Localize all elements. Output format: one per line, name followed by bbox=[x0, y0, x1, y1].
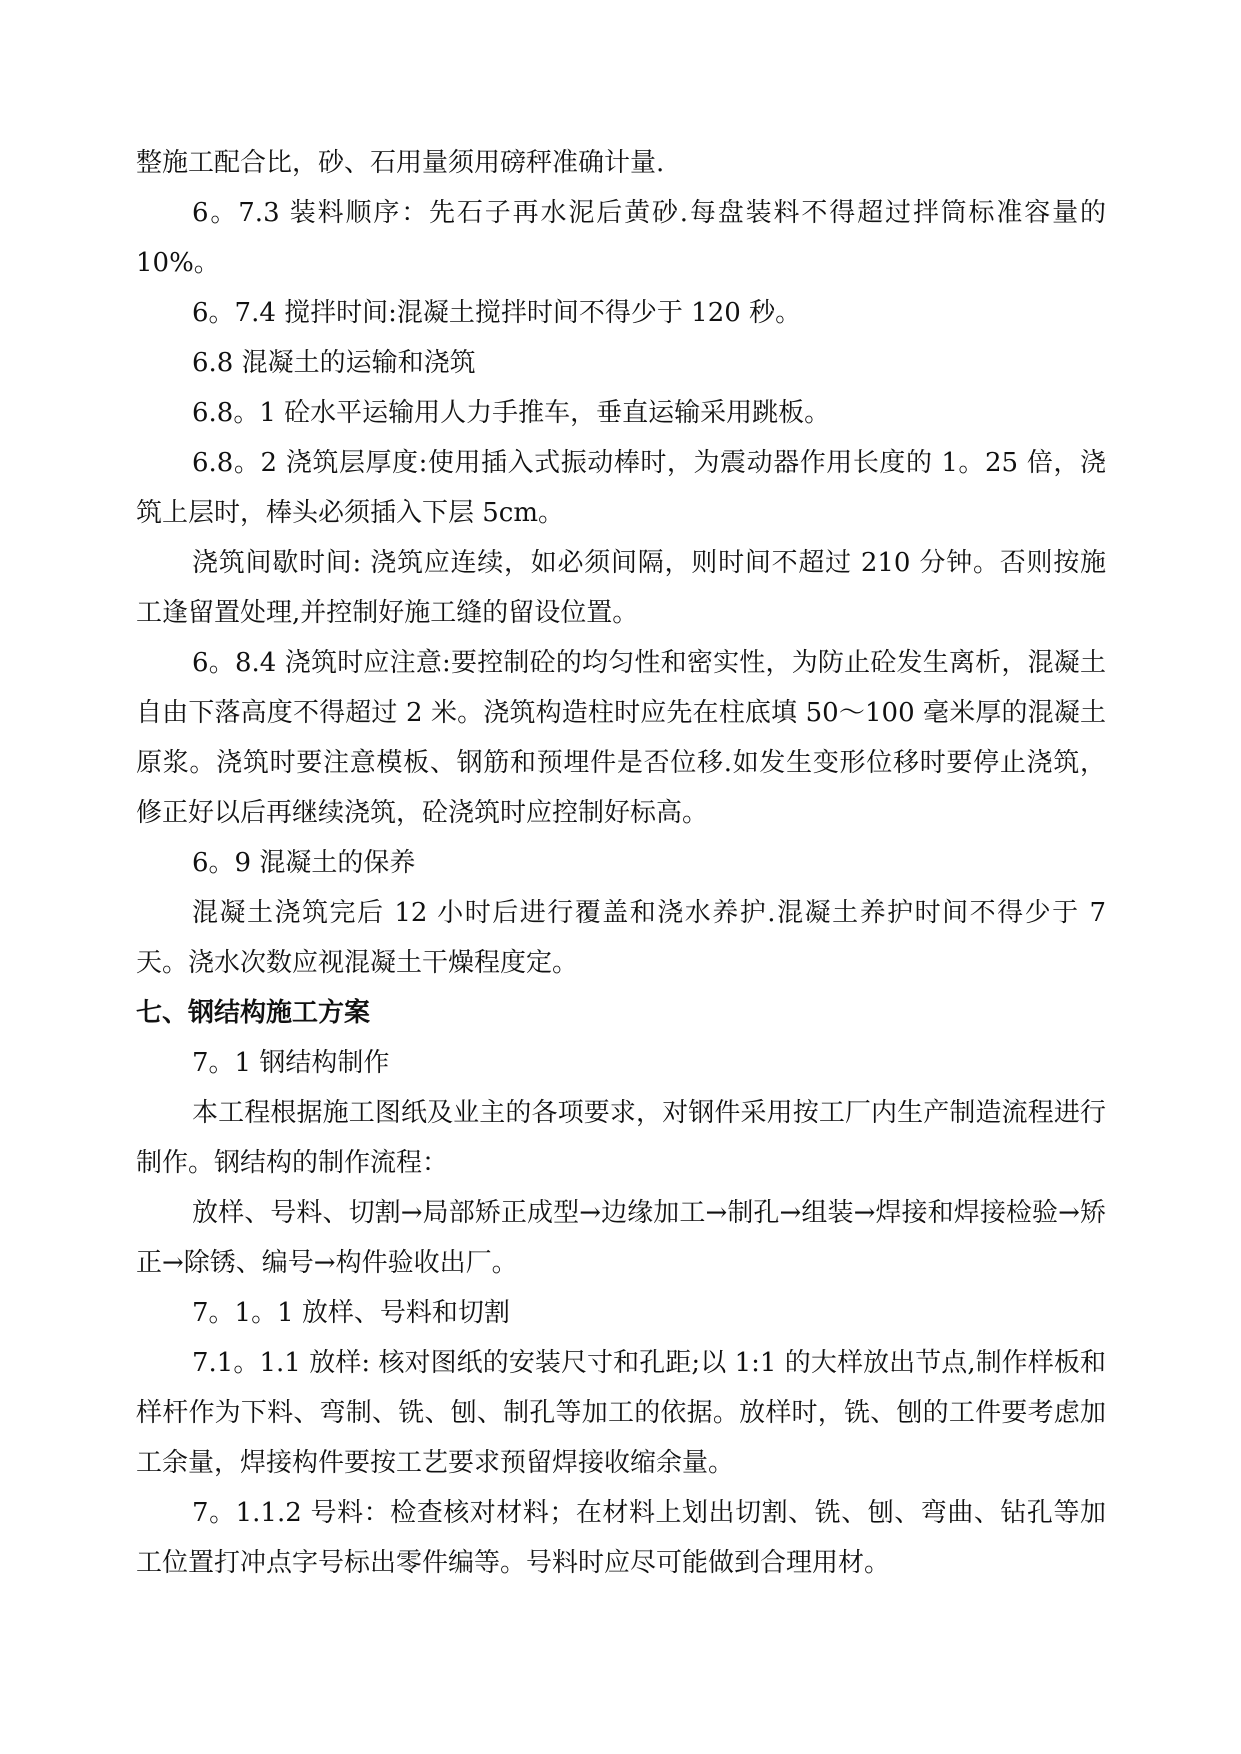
paragraph: 混凝土浇筑完后 12 小时后进行覆盖和浇水养护.混凝土养护时间不得少于 7 天。浇水次数应视混凝土干燥程度定。 bbox=[136, 898, 1106, 978]
paragraph: 本工程根据施工图纸及业主的各项要求，对钢件采用按工厂内生产制造流程进行制作。钢结构的制作流程： bbox=[136, 1098, 1106, 1178]
paragraph: 6。8.4 浇筑时应注意:要控制砼的均匀性和密实性，为防止砼发生离析，混凝土自由下落高度不得超过 2 米。浇筑构造柱时应先在柱底填 50～100 毫米厚的混凝土原浆。浇筑时要注意模板、钢筋和预埋件是否位移.如发生变形位移时要停止浇筑，修正好以后再继续浇筑，砼浇筑时应控制好标高。 bbox=[136, 648, 1106, 828]
paragraph: 浇筑间歇时间: 浇筑应连续，如必须间隔，则时间不超过 210 分钟。否则按施工逢留置处理,并控制好施工缝的留设位置。 bbox=[136, 548, 1106, 628]
paragraph: 6.8。1 砼水平运输用人力手推车，垂直运输采用跳板。 bbox=[192, 398, 831, 428]
paragraph: 7。1.1.2 号料：检查核对材料；在材料上划出切割、铣、刨、弯曲、钻孔等加工位置打冲点字号标出零件编等。号料时应尽可能做到合理用材。 bbox=[136, 1498, 1106, 1578]
process-flow: 放样、号料、切割→局部矫正成型→边缘加工→制孔→组装→焊接和焊接检验→矫正→除锈、编号→构件验收出厂。 bbox=[136, 1198, 1106, 1278]
paragraph: 6。7.4 搅拌时间:混凝土搅拌时间不得少于 120 秒。 bbox=[192, 298, 802, 328]
paragraph: 6.8。2 浇筑层厚度:使用插入式振动棒时，为震动器作用长度的 1。25 倍，浇筑上层时，棒头必须插入下层 5cm。 bbox=[136, 448, 1106, 528]
paragraph: 6。7.3 装料顺序：先石子再水泥后黄砂.每盘装料不得超过拌筒标准容量的 10%。 bbox=[136, 198, 1106, 278]
section-title: 6.8 混凝土的运输和浇筑 bbox=[192, 348, 476, 378]
paragraph: 7.1。1.1 放样: 核对图纸的安装尺寸和孔距;以 1:1 的大样放出节点,制作样板和样杆作为下料、弯制、铣、刨、制孔等加工的依据。放样时，铣、刨的工件要考虑加工余量，焊接构件要按工艺要求预留焊接收缩余量。 bbox=[136, 1348, 1106, 1478]
paragraph: 整施工配合比，砂、石用量须用磅秤准确计量. bbox=[136, 148, 665, 178]
section-title: 7。1 钢结构制作 bbox=[192, 1048, 390, 1078]
document-body bbox=[136, 138, 1106, 1588]
section-title: 6。9 混凝土的保养 bbox=[192, 848, 416, 878]
section-title: 7。1。1 放样、号料和切割 bbox=[192, 1298, 510, 1328]
chapter-heading: 七、钢结构施工方案 bbox=[136, 998, 371, 1028]
